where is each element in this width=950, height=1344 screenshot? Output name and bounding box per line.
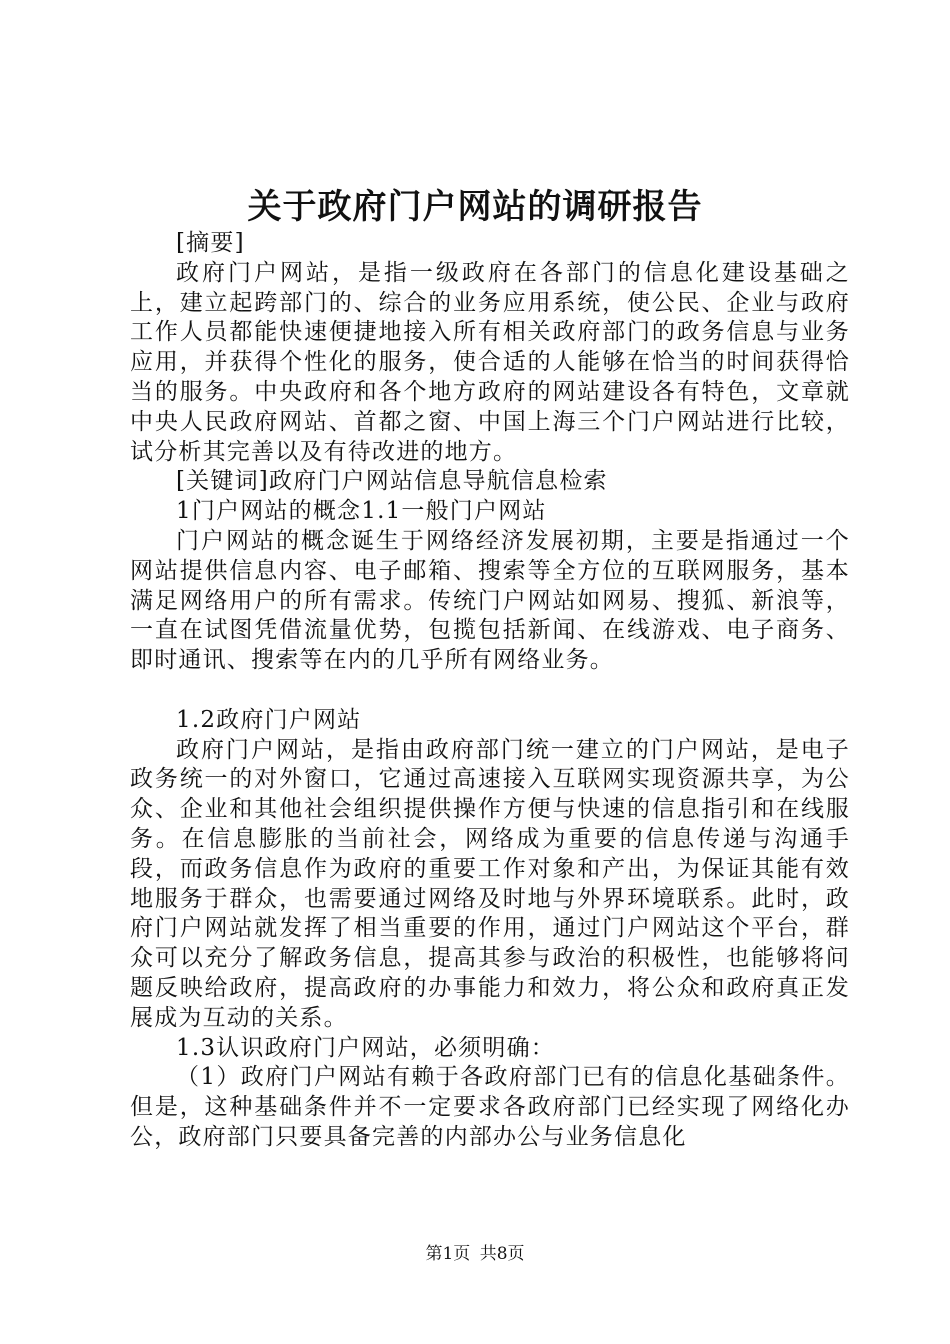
abstract-heading: [摘要]: [176, 230, 245, 256]
page-total: 共8页: [479, 1244, 525, 1264]
section-heading-1: 1门户网站的概念1.1一般门户网站: [176, 498, 547, 525]
paragraph-portal-concept: 门户网站的概念诞生于网络经济发展初期，主要是指通过一个网站提供信息内容、电子邮箱、搜索等全方位的互联网服务，基本满足网络用户的所有需求。传统门户网站如网易、搜狐、新浪等，一直在试图凭借流量优势，包揽包括新闻、在线游戏、电子商务、即时通讯、搜索等在内的几乎所有网络业务。: [130, 527, 850, 674]
page-number: 第1页: [425, 1244, 471, 1264]
paragraph-point-1: （1）政府门户网站有赖于各政府部门已有的信息化基础条件。但是，这种基础条件并不一定要求各政府部门已经实现了网络化办公，政府部门只要具备完善的内部办公与业务信息化: [130, 1064, 850, 1150]
keywords-line: [关键词]政府门户网站信息导航信息检索: [176, 468, 608, 495]
page-footer: [0, 1243, 950, 1265]
section-heading-1-2: 1.2政府门户网站: [176, 706, 362, 733]
document-body: [130, 229, 850, 1153]
document-title: 关于政府门户网站的调研报告: [247, 187, 703, 227]
paragraph-gov-portal: 政府门户网站，是指由政府部门统一建立的门户网站，是电子政务统一的对外窗口，它通过高速接入互联网实现资源共享，为公众、企业和其他社会组织提供操作方便与快速的信息指引和在线服务。在信息膨胀的当前社会，网络成为重要的信息传递与沟通手段，而政务信息作为政府的重要工作对象和产出，为保证其能有效地服务于群众，也需要通过网络及时地与外界环境联系。此时，政府门户网站就发挥了相当重要的作用，通过门户网站这个平台，群众可以充分了解政务信息，提高其参与政治的积极性，也能够将问题反映给政府，提高政府的办事能力和效力，将公众和政府真正发展成为互动的关系。: [130, 736, 850, 1031]
section-heading-1-3: 1.3认识政府门户网站，必须明确：: [176, 1034, 555, 1061]
abstract-paragraph: 政府门户网站，是指一级政府在各部门的信息化建设基础之上，建立起跨部门的、综合的业务应用系统，使公民、企业与政府工作人员都能快速便捷地接入所有相关政府部门的政务信息与业务应用，并获得个性化的服务，使合适的人能够在恰当的时间获得恰当的服务。中央政府和各个地方政府的网站建设各有特色，文章就中央人民政府网站、首都之窗、中国上海三个门户网站进行比较，试分析其完善以及有待改进的地方。: [130, 259, 850, 465]
